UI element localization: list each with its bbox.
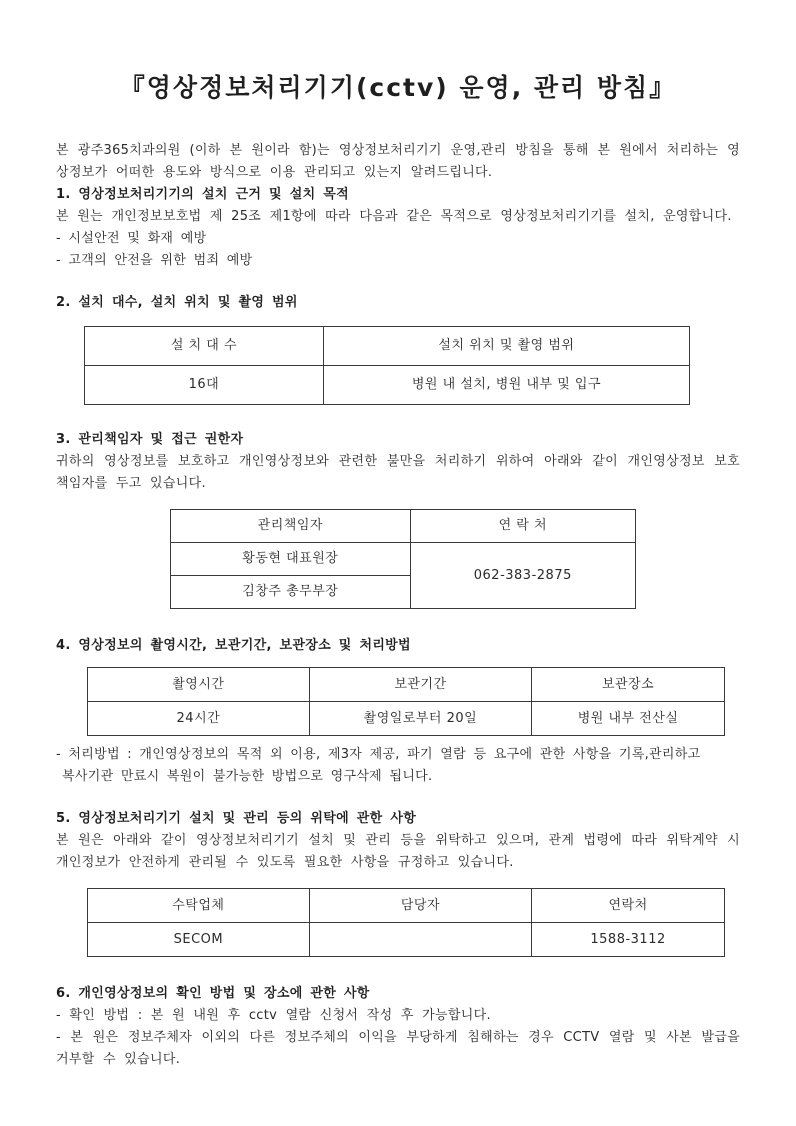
cell-contact-number: 062-383-2875	[410, 543, 635, 609]
cell-storage-location: 병원 내부 전산실	[532, 702, 725, 736]
cell-manager-1: 황동현 대표원장	[171, 543, 411, 576]
section6-bullet-check-method: - 확인 방법 : 본 원 내원 후 cctv 열람 신청서 작성 후 가능합니다.	[56, 1008, 491, 1023]
header-cell-contact: 연 락 처	[410, 510, 635, 543]
header-cell-install-count: 설 치 대 수	[85, 327, 324, 366]
table-header-row	[88, 668, 725, 702]
retention-table	[87, 667, 725, 736]
header-cell-person-in-charge: 담당자	[309, 889, 531, 923]
section4-heading: 4. 영상정보의 촬영시간, 보관기간, 보관장소 및 처리방법	[56, 638, 411, 653]
section5-heading: 5. 영상정보처리기기 설치 및 관리 등의 위탁에 관한 사항	[56, 811, 417, 826]
header-cell-contact: 연락처	[532, 889, 725, 923]
header-cell-recording-time: 촬영시간	[88, 668, 310, 702]
header-cell-storage-location: 보관장소	[532, 668, 725, 702]
section5-body: 본 원은 아래와 같이 영상정보처리기기 설치 및 관리 등을 위탁하고 있으며, 관계 법령에 따라 위탁계약 시 개인정보가 안전하게 관리될 수 있도록 필요한 사항을 규정하고 있습니다.	[56, 833, 740, 870]
section1-bullet-facility-safety: - 시설안전 및 화재 예방	[56, 231, 207, 246]
cell-person-in-charge	[309, 923, 531, 957]
cell-recording-time: 24시간	[88, 702, 310, 736]
table-row	[85, 366, 690, 405]
cell-contractor-contact: 1588-3112	[532, 923, 725, 957]
table-header-row	[171, 510, 636, 543]
header-cell-location-range: 설치 위치 및 촬영 범위	[323, 327, 689, 366]
table-header-row	[88, 889, 725, 923]
cell-manager-2: 김창주 총무부장	[171, 576, 411, 609]
section1-body: 본 원는 개인정보보호법 제 25조 제1항에 따라 다음과 같은 목적으로 영상정보처리기기를 설치, 운영합니다.	[56, 209, 732, 224]
intro-paragraph: 본 광주365치과의원 (이하 본 원이라 함)는 영상정보처리기기 운영,관리 방침을 통해 본 원에서 처리하는 영상정보가 어떠한 용도와 방식으로 이용 관리되고 있는지 알려드립니다.	[56, 143, 740, 180]
install-count-table	[84, 326, 690, 405]
page-title: 『영상정보처리기기(cctv) 운영, 관리 방침』	[119, 73, 677, 102]
manager-contact-table	[170, 509, 636, 609]
table-row	[88, 702, 725, 736]
section1-bullet-crime-prevention: - 고객의 안전을 위한 범죄 예방	[56, 253, 253, 268]
table-row	[171, 543, 636, 576]
section-manager-access	[56, 429, 740, 609]
section-outsourcing	[56, 808, 740, 957]
cell-retention-period: 촬영일로부터 20일	[309, 702, 531, 736]
section6-heading: 6. 개인영상정보의 확인 방법 및 장소에 관한 사항	[56, 986, 370, 1001]
section2-heading: 2. 설치 대수, 설치 위치 및 촬영 범위	[56, 295, 298, 310]
header-cell-retention-period: 보관기간	[309, 668, 531, 702]
section1-heading: 1. 영상정보처리기기의 설치 근거 및 설치 목적	[56, 187, 349, 202]
section3-body: 귀하의 영상정보를 보호하고 개인영상정보와 관련한 불만을 처리하기 위하여 아래와 같이 개인영상정보 보호책임자를 두고 있습니다.	[56, 454, 740, 491]
section6-bullet-refusal: - 본 원은 정보주체자 이외의 다른 정보주체의 이익을 부당하게 침해하는 경우 CCTV 열람 및 사본 발급을 거부할 수 있습니다.	[56, 1030, 740, 1067]
cell-contractor: SECOM	[88, 923, 310, 957]
cell-location-range: 병원 내 설치, 병원 내부 및 입구	[323, 366, 689, 405]
table-row	[88, 923, 725, 957]
table-header-row	[85, 327, 690, 366]
section-install-count	[56, 292, 740, 405]
section4-note-line1: - 처리방법 : 개인영상정보의 목적 외 이용, 제3자 제공, 파기 열람 등 요구에 관한 사항을 기록,관리하고	[56, 747, 701, 762]
section-access-method	[56, 983, 740, 1071]
header-cell-manager: 관리책임자	[171, 510, 411, 543]
section-recording-retention	[56, 635, 740, 788]
header-cell-contractor: 수탁업체	[88, 889, 310, 923]
section3-heading: 3. 관리책임자 및 접근 권한자	[56, 432, 244, 447]
outsourcing-table	[87, 888, 725, 957]
section4-note-line2: 복사기관 만료시 복원이 불가능한 방법으로 영구삭제 됩니다.	[62, 769, 433, 784]
section-installation-basis	[56, 184, 740, 272]
cell-install-count: 16대	[85, 366, 324, 405]
